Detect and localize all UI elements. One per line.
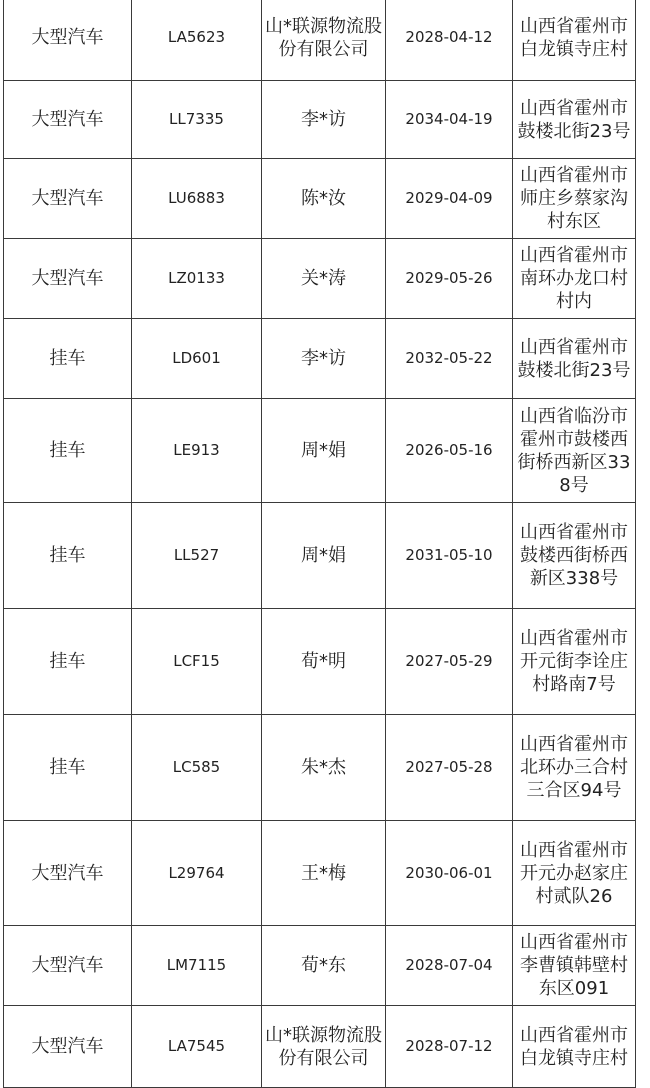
- expiry-date-cell: 2027-05-29: [386, 609, 513, 715]
- expiry-date-cell: 2032-05-22: [386, 319, 513, 399]
- plate-number-cell: LC585: [132, 715, 262, 821]
- table-row: [4, 0, 636, 81]
- address-cell: 山西省临汾市霍州市鼓楼西街桥西新区338号: [513, 399, 636, 503]
- address-cell: 山西省霍州市北环办三合村三合区94号: [513, 715, 636, 821]
- vehicle-type-cell: 大型汽车: [4, 159, 132, 239]
- table-row: [4, 399, 636, 503]
- address-cell: 山西省霍州市开元街李诠庄村路南7号: [513, 609, 636, 715]
- table-row: [4, 609, 636, 715]
- vehicle-registry-body: [4, 0, 636, 1088]
- vehicle-type-cell: 大型汽车: [4, 1006, 132, 1088]
- vehicle-type-cell: 挂车: [4, 609, 132, 715]
- table-row: [4, 1006, 636, 1088]
- plate-number-cell: L29764: [132, 821, 262, 926]
- owner-cell: 荀*明: [262, 609, 386, 715]
- expiry-date-cell: 2027-05-28: [386, 715, 513, 821]
- vehicle-type-cell: 大型汽车: [4, 81, 132, 159]
- expiry-date-cell: 2028-07-04: [386, 926, 513, 1006]
- owner-cell: 荀*东: [262, 926, 386, 1006]
- table-row: [4, 239, 636, 319]
- expiry-date-cell: 2026-05-16: [386, 399, 513, 503]
- owner-cell: 王*梅: [262, 821, 386, 926]
- owner-cell: 周*娟: [262, 399, 386, 503]
- vehicle-type-cell: 挂车: [4, 503, 132, 609]
- table-row: [4, 715, 636, 821]
- address-cell: 山西省霍州市鼓楼西街桥西新区338号: [513, 503, 636, 609]
- plate-number-cell: LCF15: [132, 609, 262, 715]
- table-row: [4, 503, 636, 609]
- vehicle-type-cell: 大型汽车: [4, 0, 132, 81]
- address-cell: 山西省霍州市开元办赵家庄村贰队26: [513, 821, 636, 926]
- plate-number-cell: LL7335: [132, 81, 262, 159]
- address-cell: 山西省霍州市鼓楼北街23号: [513, 319, 636, 399]
- expiry-date-cell: 2028-04-12: [386, 0, 513, 81]
- plate-number-cell: LU6883: [132, 159, 262, 239]
- owner-cell: 李*访: [262, 319, 386, 399]
- vehicle-type-cell: 大型汽车: [4, 926, 132, 1006]
- plate-number-cell: LM7115: [132, 926, 262, 1006]
- owner-cell: 陈*汝: [262, 159, 386, 239]
- plate-number-cell: LD601: [132, 319, 262, 399]
- owner-cell: 朱*杰: [262, 715, 386, 821]
- vehicle-type-cell: 大型汽车: [4, 821, 132, 926]
- expiry-date-cell: 2029-04-09: [386, 159, 513, 239]
- owner-cell: 山*联源物流股份有限公司: [262, 1006, 386, 1088]
- address-cell: 山西省霍州市李曹镇韩壁村东区091: [513, 926, 636, 1006]
- table-row: [4, 319, 636, 399]
- plate-number-cell: LL527: [132, 503, 262, 609]
- address-cell: 山西省霍州市南环办龙口村村内: [513, 239, 636, 319]
- address-cell: 山西省霍州市白龙镇寺庄村: [513, 0, 636, 81]
- expiry-date-cell: 2028-07-12: [386, 1006, 513, 1088]
- table-row: [4, 81, 636, 159]
- expiry-date-cell: 2034-04-19: [386, 81, 513, 159]
- expiry-date-cell: 2031-05-10: [386, 503, 513, 609]
- table-row: [4, 926, 636, 1006]
- vehicle-type-cell: 挂车: [4, 399, 132, 503]
- owner-cell: 关*涛: [262, 239, 386, 319]
- table-row: [4, 821, 636, 926]
- owner-cell: 山*联源物流股份有限公司: [262, 0, 386, 81]
- address-cell: 山西省霍州市白龙镇寺庄村: [513, 1006, 636, 1088]
- table-row: [4, 159, 636, 239]
- vehicle-type-cell: 挂车: [4, 319, 132, 399]
- plate-number-cell: LA5623: [132, 0, 262, 81]
- address-cell: 山西省霍州市师庄乡蔡家沟村东区: [513, 159, 636, 239]
- plate-number-cell: LA7545: [132, 1006, 262, 1088]
- expiry-date-cell: 2030-06-01: [386, 821, 513, 926]
- address-cell: 山西省霍州市鼓楼北街23号: [513, 81, 636, 159]
- expiry-date-cell: 2029-05-26: [386, 239, 513, 319]
- owner-cell: 李*访: [262, 81, 386, 159]
- vehicle-registry-table: [3, 0, 636, 1088]
- owner-cell: 周*娟: [262, 503, 386, 609]
- plate-number-cell: LE913: [132, 399, 262, 503]
- vehicle-type-cell: 大型汽车: [4, 239, 132, 319]
- plate-number-cell: LZ0133: [132, 239, 262, 319]
- vehicle-type-cell: 挂车: [4, 715, 132, 821]
